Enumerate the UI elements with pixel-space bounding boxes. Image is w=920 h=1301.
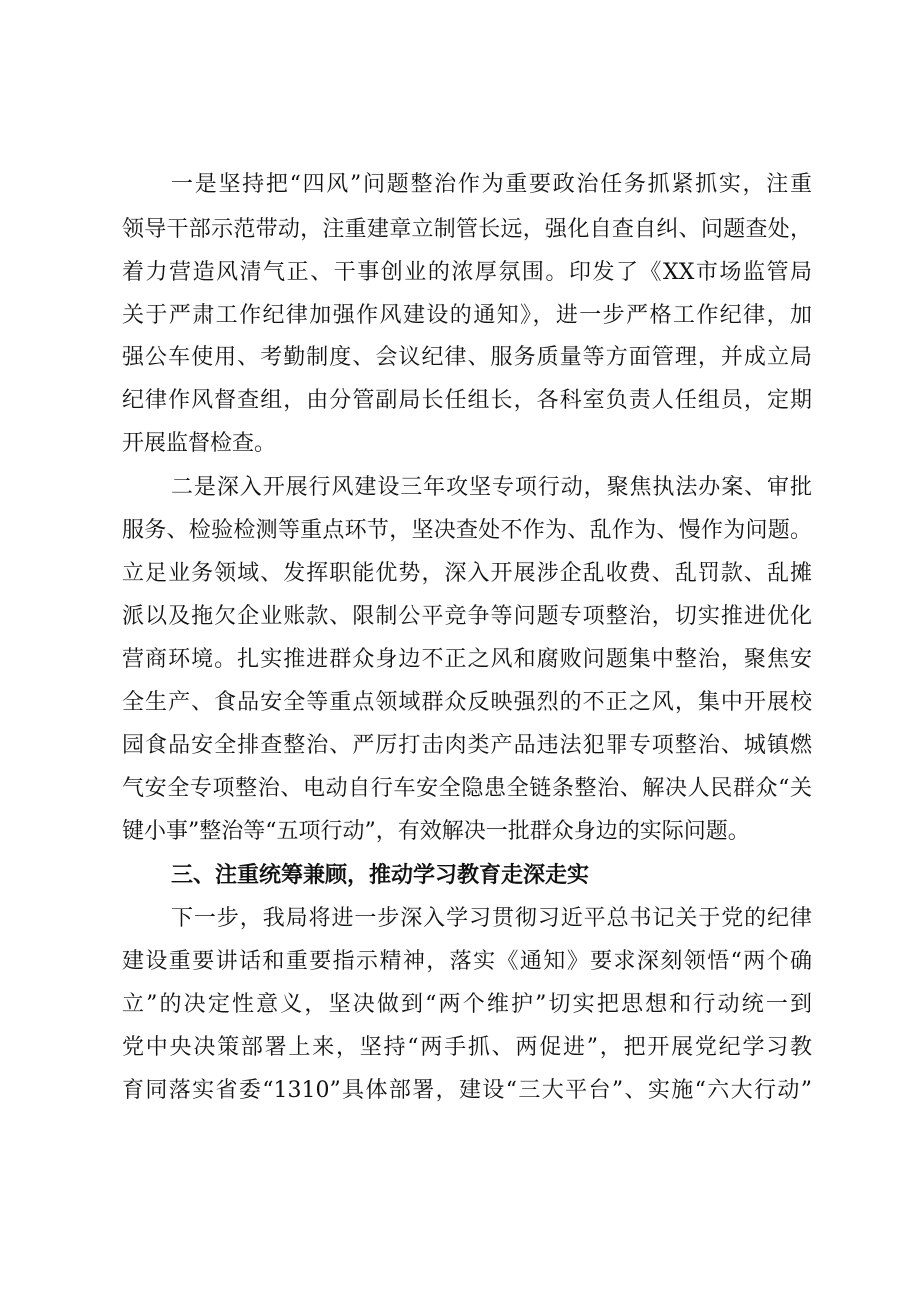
paragraph2-line-5: 营商环境。扎实推进群众身边不正之风和腐败问题集中整治，聚焦安: [122, 647, 812, 672]
paragraph2-line-4: 派以及拖欠企业账款、限制公平竞争等问题专项整治，切实推进优化: [122, 604, 812, 629]
paragraph2-line-2: 服务、检验检测等重点环节，坚决查处不作为、乱作为、慢作为问题。: [122, 518, 812, 543]
paragraph2-line-9: 键小事”整治等“五项行动”，有效解决一批群众身边的实际问题。: [122, 819, 750, 844]
paragraph3-line-4: 党中央决策部署上来，坚持“两手抓、两促进”，把开展党纪学习教: [122, 1035, 812, 1060]
section-heading-3: 三、注重统筹兼顾，推动学习教育走深走实: [171, 863, 590, 888]
paragraph3-line-5: 育同落实省委“1310”具体部署，建设“三大平台”、实施“六大行动”: [122, 1078, 812, 1103]
paragraph3-line-3: 立”的决定性意义，坚决做到“两个维护”切实把思想和行动统一到: [122, 992, 812, 1017]
paragraph2-line-3: 立足业务领域、发挥职能优势，深入开展涉企乱收费、乱罚款、乱摊: [122, 561, 812, 586]
paragraph3-line-1: 下一步，我局将进一步深入学习贯彻习近平总书记关于党的纪律: [171, 906, 812, 931]
paragraph1-line-3: 着力营造风清气正、干事创业的浓厚氛围。印发了《XX市场监管局: [122, 260, 812, 285]
paragraph1-line-7: 开展监督检查。: [122, 431, 277, 456]
paragraph2-line-1: 二是深入开展行风建设三年攻坚专项行动，聚焦执法办案、审批: [171, 475, 812, 500]
paragraph2-line-8: 气安全专项整治、电动自行车安全隐患全链条整治、解决人民群众“关: [122, 776, 812, 801]
paragraph1-line-2: 领导干部示范带动，注重建章立制管长远，强化自查自纠、问题查处，: [122, 217, 812, 242]
paragraph1-line-5: 强公车使用、考勤制度、会议纪律、服务质量等方面管理，并成立局: [122, 345, 812, 370]
paragraph2-line-7: 园食品安全排查整治、严厉打击肉类产品违法犯罪专项整治、城镇燃: [122, 733, 812, 758]
paragraph3-line-2: 建设重要讲话和重要指示精神，落实《通知》要求深刻领悟“两个确: [122, 949, 812, 974]
paragraph1-line-6: 纪律作风督查组，由分管副局长任组长，各科室负责人任组员，定期: [122, 388, 812, 413]
paragraph1-line-4: 关于严肃工作纪律加强作风建设的通知》，进一步严格工作纪律，加: [122, 303, 812, 328]
paragraph2-line-6: 全生产、食品安全等重点领域群众反映强烈的不正之风，集中开展校: [122, 690, 812, 715]
paragraph1-line-1: 一是坚持把“四风”问题整治作为重要政治任务抓紧抓实，注重: [171, 172, 812, 197]
